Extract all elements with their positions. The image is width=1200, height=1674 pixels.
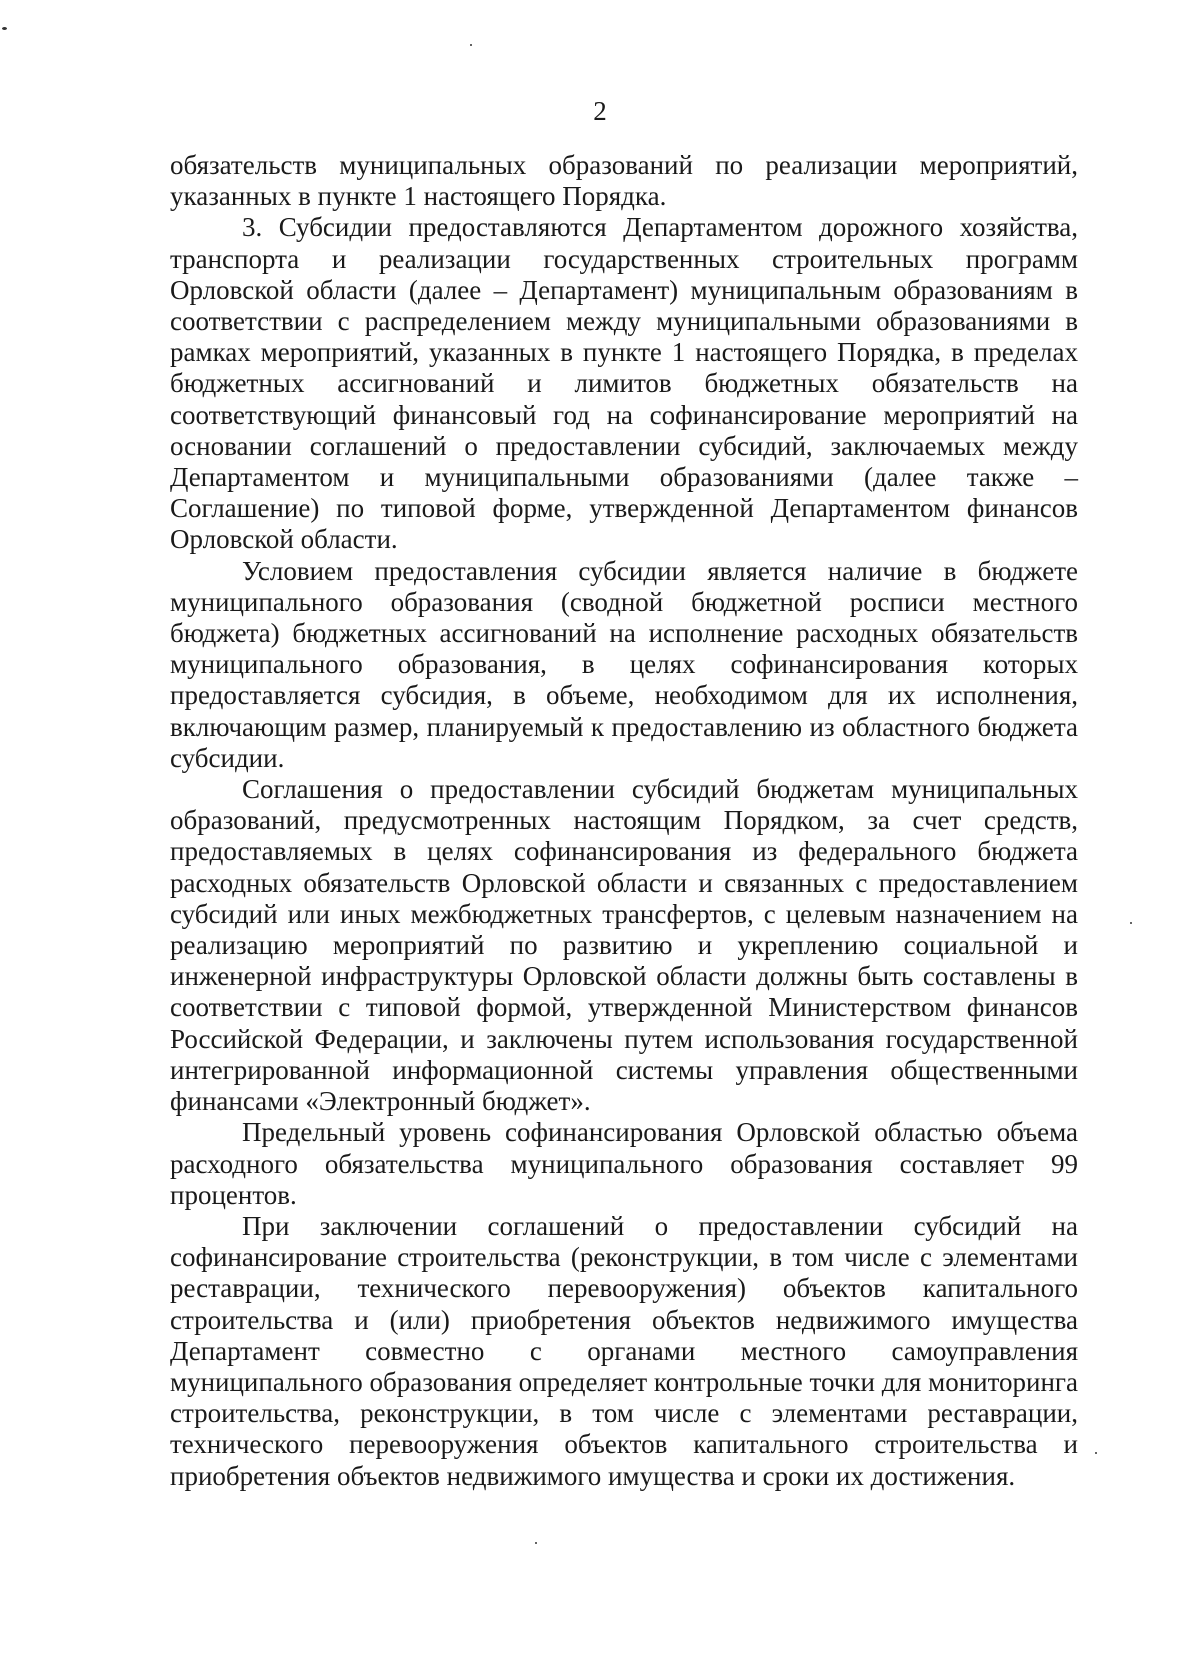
scan-speck (2, 27, 7, 30)
paragraph-cofinancing-level: Предельный уровень софинансирования Орловской областью объема расходного обязательства муниципального образования составляет 99 процентов. (170, 1117, 1078, 1210)
paragraph-control-points: При заключении соглашений о предоставлении субсидий на софинансирование строительства (реконструкции, в том числе с элементами реставрации, технического перевооружения) объектов капитального строительства и (или) приобретения объектов недвижимого имущества Департамент совместно с органами местного самоуправления муниципального образования определяет контрольные точки для мониторинга строительства, реконструкции, в том числе с элементами реставрации, технического перевооружения объектов капитального строительства и приобретения объектов недвижимого имущества и сроки их достижения. (170, 1210, 1078, 1491)
paragraph-subsidy-condition: Условием предоставления субсидии является наличие в бюджете муниципального образования (сводной бюджетной росписи местного бюджета) бюджетных ассигнований на исполнение расходных обязательств муниципального образования, в целях софинансирования которых предоставляется субсидия, в объеме, необходимом для их исполнения, включающим размер, планируемый к предоставлению из областного бюджета субсидии. (170, 555, 1078, 773)
scan-speck (470, 44, 472, 46)
paragraph-subsidy-provision: 3. Субсидии предоставляются Департаментом дорожного хозяйства, транспорта и реализации государственных строительных программ Орловской области (далее – Департамент) муниципальным образованиям в соответствии с распределением между муниципальными образованиями в рамках мероприятий, указанных в пункте 1 настоящего Порядка, в пределах бюджетных ассигнований и лимитов бюджетных обязательств на соответствующий финансовый год на софинансирование мероприятий на основании соглашений о предоставлении субсидий, заключаемых между Департаментом и муниципальными образованиями (далее также – Соглашение) по типовой форме, утвержденной Департаментом финансов Орловской области. (170, 212, 1078, 555)
scan-speck (535, 1542, 537, 1544)
document-body (170, 150, 1078, 1492)
paragraph-agreements: Соглашения о предоставлении субсидий бюджетам муниципальных образований, предусмотренных настоящим Порядком, за счет средств, предоставляемых в целях софинансирования из федерального бюджета расходных обязательств Орловской области и связанных с предоставлением субсидий или иных межбюджетных трансфертов, с целевым назначением на реализацию мероприятий по развитию и укреплению социальной и инженерной инфраструктуры Орловской области должны быть составлены в соответствии с типовой формой, утвержденной Министерством финансов Российской Федерации, и заключены путем использования государственной интегрированной информационной системы управления общественными финансами «Электронный бюджет». (170, 774, 1078, 1117)
paragraph-continuation: обязательств муниципальных образований по реализации мероприятий, указанных в пункте 1 настоящего Порядка. (170, 150, 1078, 212)
scan-speck (1095, 1452, 1097, 1454)
scan-speck (1130, 922, 1132, 924)
page-number: 2 (593, 96, 607, 126)
